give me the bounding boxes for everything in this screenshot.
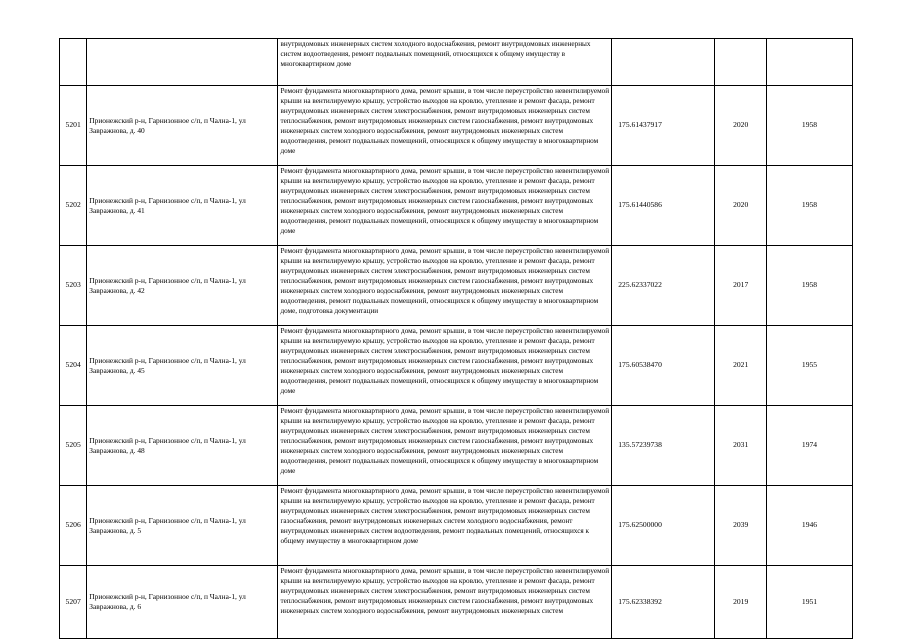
- row-number: 5206: [60, 486, 87, 566]
- built-year-cell: 1946: [766, 486, 852, 566]
- works-cell: Ремонт фундамента многоквартирного дома, ремонт крыши, в том числе переустройство невентилируемой крыши на вентилируемую крышу, устройство выходов на кровлю, утепление и ремонт фасада, ремонт внутридомовых инженерных систем электроснабжения, ремонт внутридомовых инженерных систем теплоснабжения, ремонт внутридомовых инженерных систем газоснабжения, ремонт внутридомовых инженерных систем холодного водоснабжения, ремонт внутридомовых инженерных систем водоотведения, ремонт подвальных помещений, относящихся к общему имуществу в многоквартирном доме: [278, 406, 612, 486]
- built-year-cell: 1951: [766, 566, 852, 639]
- row-number: 5207: [60, 566, 87, 639]
- planned-year-cell: 2031: [715, 406, 767, 486]
- built-year-cell: 1955: [766, 326, 852, 406]
- works-cell: Ремонт фундамента многоквартирного дома, ремонт крыши, в том числе переустройство невентилируемой крыши на вентилируемую крышу, устройство выходов на кровлю, утепление и ремонт фасада, ремонт внутридомовых инженерных систем электроснабжения, ремонт внутридомовых инженерных систем теплоснабжения, ремонт внутридомовых инженерных систем газоснабжения, ремонт внутридомовых инженерных систем холодного водоснабжения, ремонт внутридомовых инженерных систем водоотведения, ремонт подвальных помещений, относящихся к общему имуществу в многоквартирном доме, подготовка документации: [278, 246, 612, 326]
- address-cell: Прионежский р-н, Гарнизонное с/п, п Чална-1, ул Завражнова, д. 40: [87, 86, 278, 166]
- address-cell: Прионежский р-н, Гарнизонное с/п, п Чална-1, ул Завражнова, д. 5: [87, 486, 278, 566]
- planned-year-cell: 2039: [715, 486, 767, 566]
- area-cell: 175.61440586: [612, 166, 715, 246]
- table-row: [60, 246, 853, 326]
- works-cell: Ремонт фундамента многоквартирного дома, ремонт крыши, в том числе переустройство невентилируемой крыши на вентилируемую крышу, устройство выходов на кровлю, утепление и ремонт фасада, ремонт внутридомовых инженерных систем электроснабжения, ремонт внутридомовых инженерных систем теплоснабжения, ремонт внутридомовых инженерных систем газоснабжения, ремонт внутридомовых инженерных систем холодного водоснабжения, ремонт внутридомовых инженерных систем: [278, 566, 612, 639]
- table-row: [60, 406, 853, 486]
- built-year-cell: 1958: [766, 166, 852, 246]
- planned-year-cell: [715, 39, 767, 86]
- planned-year-cell: 2019: [715, 566, 767, 639]
- table-row: [60, 39, 853, 86]
- address-cell: Прионежский р-н, Гарнизонное с/п, п Чална-1, ул Завражнова, д. 6: [87, 566, 278, 639]
- built-year-cell: 1958: [766, 86, 852, 166]
- address-cell: Прионежский р-н, Гарнизонное с/п, п Чална-1, ул Завражнова, д. 42: [87, 246, 278, 326]
- area-cell: 175.62500000: [612, 486, 715, 566]
- built-year-cell: 1974: [766, 406, 852, 486]
- works-cell: Ремонт фундамента многоквартирного дома, ремонт крыши, в том числе переустройство невентилируемой крыши на вентилируемую крышу, устройство выходов на кровлю, утепление и ремонт фасада, ремонт внутридомовых инженерных систем электроснабжения, ремонт внутридомовых инженерных систем газоснабжения, ремонт внутридомовых инженерных систем холодного водоснабжения, ремонт внутридомовых инженерных систем водоотведения, ремонт подвальных помещений, относящихся к общему имуществу в многоквартирном доме: [278, 486, 612, 566]
- area-cell: 175.60538470: [612, 326, 715, 406]
- built-year-cell: [766, 39, 852, 86]
- area-cell: 175.62338392: [612, 566, 715, 639]
- works-cell: Ремонт фундамента многоквартирного дома, ремонт крыши, в том числе переустройство невентилируемой крыши на вентилируемую крышу, устройство выходов на кровлю, утепление и ремонт фасада, ремонт внутридомовых инженерных систем электроснабжения, ремонт внутридомовых инженерных систем теплоснабжения, ремонт внутридомовых инженерных систем газоснабжения, ремонт внутридомовых инженерных систем холодного водоснабжения, ремонт внутридомовых инженерных систем водоотведения, ремонт подвальных помещений, относящихся к общему имуществу в многоквартирном доме: [278, 166, 612, 246]
- address-cell: [87, 39, 278, 86]
- area-cell: 175.61437917: [612, 86, 715, 166]
- table-row: [60, 566, 853, 639]
- row-number: 5203: [60, 246, 87, 326]
- row-number: 5204: [60, 326, 87, 406]
- planned-year-cell: 2020: [715, 86, 767, 166]
- table-row: [60, 486, 853, 566]
- table-row: [60, 86, 853, 166]
- works-cell: внутридомовых инженерных систем холодного водоснабжения, ремонт внутридомовых инженерных систем водоотведения, ремонт подвальных помещений, относящихся к общему имуществу в многоквартирном доме: [278, 39, 612, 86]
- area-cell: [612, 39, 715, 86]
- table-row: [60, 166, 853, 246]
- planned-year-cell: 2021: [715, 326, 767, 406]
- repair-program-table: [59, 38, 853, 639]
- area-cell: 225.62337022: [612, 246, 715, 326]
- row-number: [60, 39, 87, 86]
- works-cell: Ремонт фундамента многоквартирного дома, ремонт крыши, в том числе переустройство невентилируемой крыши на вентилируемую крышу, устройство выходов на кровлю, утепление и ремонт фасада, ремонт внутридомовых инженерных систем электроснабжения, ремонт внутридомовых инженерных систем теплоснабжения, ремонт внутридомовых инженерных систем газоснабжения, ремонт внутридомовых инженерных систем холодного водоснабжения, ремонт внутридомовых инженерных систем водоотведения, ремонт подвальных помещений, относящихся к общему имуществу в многоквартирном доме: [278, 326, 612, 406]
- address-cell: Прионежский р-н, Гарнизонное с/п, п Чална-1, ул Завражнова, д. 48: [87, 406, 278, 486]
- document-page: [59, 38, 853, 639]
- address-cell: Прионежский р-н, Гарнизонное с/п, п Чална-1, ул Завражнова, д. 45: [87, 326, 278, 406]
- row-number: 5201: [60, 86, 87, 166]
- row-number: 5202: [60, 166, 87, 246]
- row-number: 5205: [60, 406, 87, 486]
- area-cell: 135.57239738: [612, 406, 715, 486]
- built-year-cell: 1958: [766, 246, 852, 326]
- planned-year-cell: 2017: [715, 246, 767, 326]
- planned-year-cell: 2020: [715, 166, 767, 246]
- table-row: [60, 326, 853, 406]
- works-cell: Ремонт фундамента многоквартирного дома, ремонт крыши, в том числе переустройство невентилируемой крыши на вентилируемую крышу, устройство выходов на кровлю, утепление и ремонт фасада, ремонт внутридомовых инженерных систем электроснабжения, ремонт внутридомовых инженерных систем теплоснабжения, ремонт внутридомовых инженерных систем газоснабжения, ремонт внутридомовых инженерных систем холодного водоснабжения, ремонт внутридомовых инженерных систем водоотведения, ремонт подвальных помещений, относящихся к общему имуществу в многоквартирном доме: [278, 86, 612, 166]
- address-cell: Прионежский р-н, Гарнизонное с/п, п Чална-1, ул Завражнова, д. 41: [87, 166, 278, 246]
